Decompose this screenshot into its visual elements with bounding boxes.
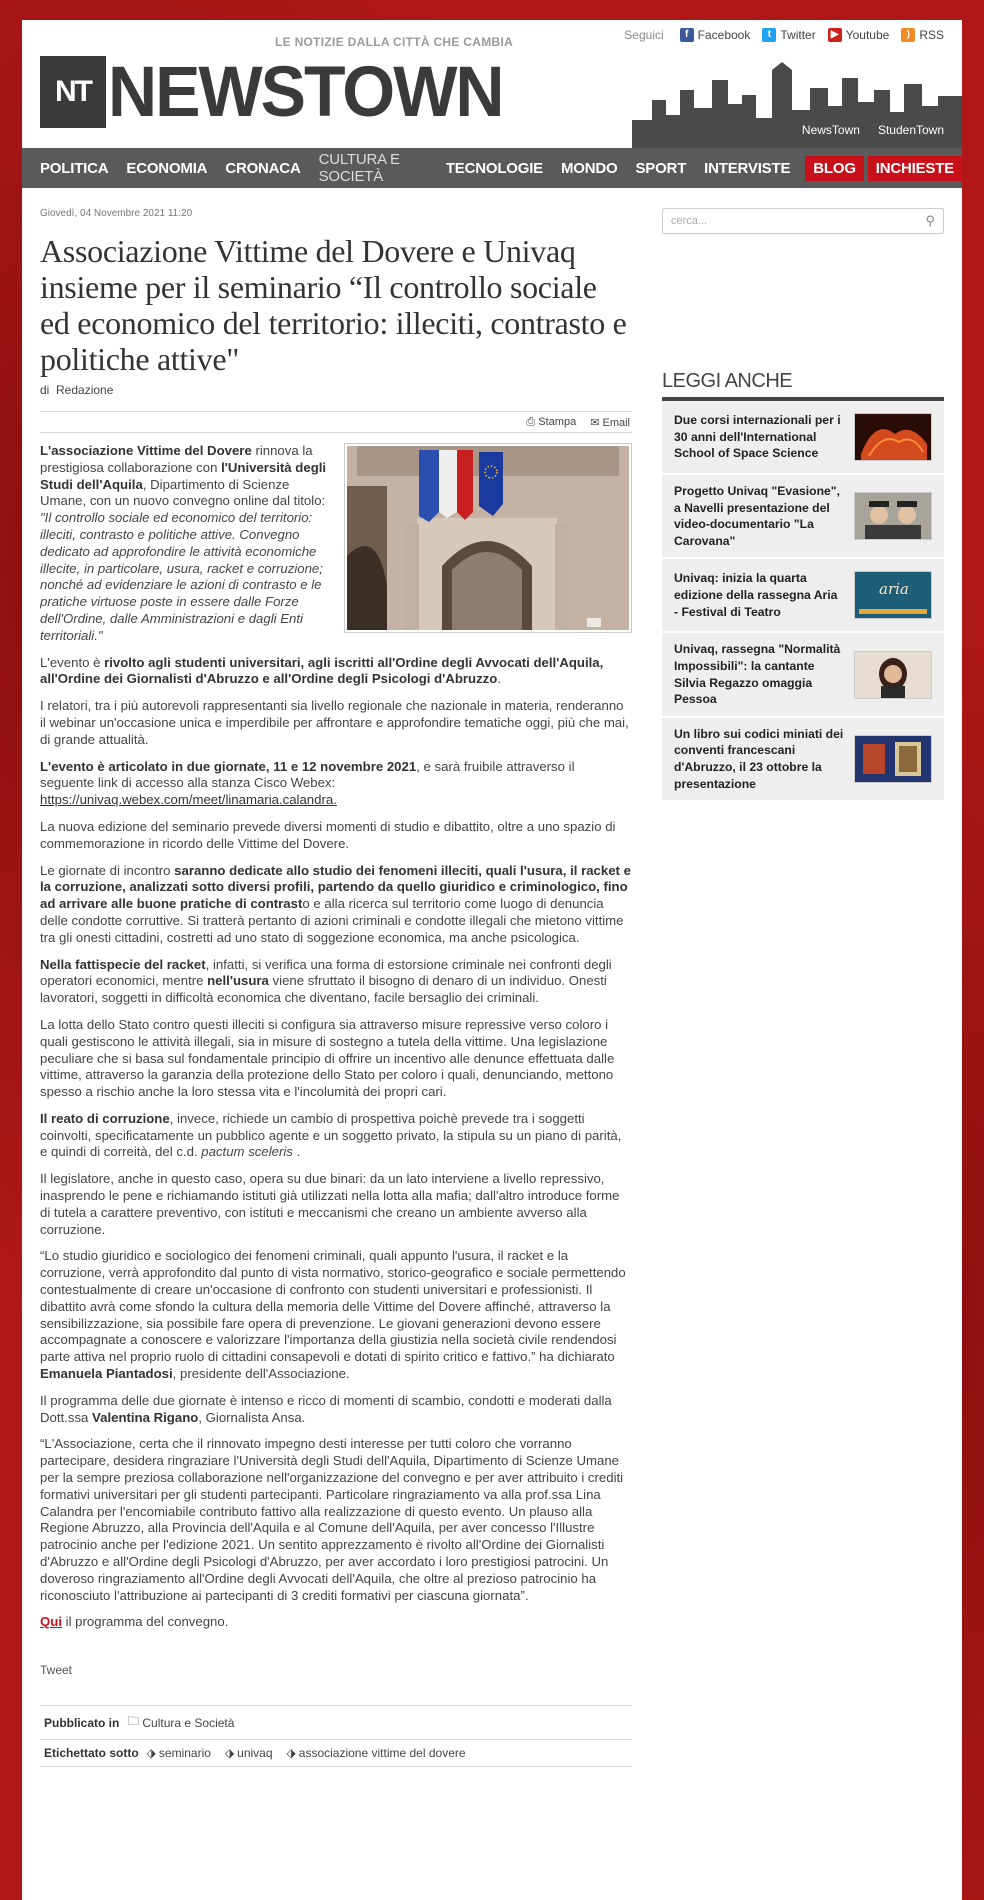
published-in-row (40, 1706, 632, 1740)
program-link[interactable]: Qui (40, 1614, 62, 1630)
nav-mondo[interactable]: MONDO (560, 159, 618, 177)
related-heading: LEGGI ANCHE (662, 370, 944, 401)
related-item[interactable] (662, 475, 944, 559)
twitter-icon: t (762, 28, 776, 42)
text-bold: Emanuela Piantadosi (40, 1366, 173, 1382)
related-title[interactable]: Due corsi internazionali per i 30 anni dell'International School of Space Science (674, 413, 841, 461)
related-item[interactable] (662, 401, 944, 475)
text: , Dipartimento di Scienze Umane, con un nuovo convegno online dal titolo: (40, 476, 326, 509)
print-button[interactable] (526, 416, 576, 429)
tag-label: univaq (237, 1746, 273, 1761)
tag-link[interactable] (225, 1746, 273, 1760)
rss-link[interactable] (901, 28, 944, 42)
text-italic: "Il controllo sociale ed economico del territorio: illeciti, contrasto e politiche attive. Convegno dedicato ad approfondire le attività economiche illecite, in particolare, usura, racket e corruzione; nonché ad evidenziare le azioni di contrasto e le pratiche virtuose poste in essere dalle Forze dell'Ordine, dalle Amministrazioni e dagli Enti territoriali." (40, 510, 323, 643)
text: , Giornalista Ansa. (198, 1409, 306, 1425)
article-column (40, 188, 632, 1767)
text: o e alla ricerca sul territorio come luogo di denuncia delle condotte corruttive. Si tratterà pertanto di azioni criminali e condotte illegali che mietono vittime tra gli onesti cittadini, costretti ad uno stato di soggezione economica, ma anche psicologica. (40, 896, 624, 945)
text-bold: Valentina Rigano (92, 1409, 199, 1425)
social-links (624, 28, 944, 42)
facebook-link[interactable] (680, 28, 751, 42)
paragraph-4 (40, 759, 632, 809)
main-nav (22, 148, 962, 188)
folder-icon: 🗀 (127, 1714, 140, 1729)
text-bold: L'associazione Vittime del Dovere (40, 443, 252, 458)
text: , presidente dell'Associazione. (172, 1366, 350, 1382)
nav-inchieste[interactable]: INCHIESTE (868, 156, 962, 181)
webex-link[interactable]: https://univaq.webex.com/meet/linamaria.calandra. (40, 792, 337, 808)
text: il programma del convegno. (61, 1614, 229, 1630)
tag-icon: ⬗ (224, 1746, 235, 1761)
nav-cultura-e-societa[interactable]: CULTURA E SOCIETÀ (318, 151, 400, 185)
related-title[interactable]: Univaq: inizia la quarta edizione della rassegna Aria - Festival di Teatro (674, 571, 838, 619)
tag-link[interactable] (287, 1746, 466, 1760)
text-bold: l'Università degli Studi dell'Aquila (40, 459, 327, 492)
logo-text: NEWSTOWN (108, 52, 503, 132)
article-date: Giovedì, 04 Novembre 2021 11:20 (40, 208, 193, 219)
published-label: Pubblicato in (44, 1715, 120, 1730)
text: , invece, richiede un cambio di prospettiva poichè prevede tra i soggetti coinvolti, specificatamente un pubblico agente e un soggetto privato, la stipula su un piano di parità, e quindi di correità, del c.d. (40, 1110, 622, 1160)
studentown-link[interactable]: StudenTown (877, 123, 944, 137)
site-header (22, 20, 962, 148)
nav-economia[interactable]: ECONOMIA (126, 159, 208, 177)
text: rinnova la prestigiosa collaborazione con (40, 443, 313, 475)
tag-label: seminario (158, 1746, 211, 1761)
tag-link[interactable] (147, 1746, 211, 1760)
logo-mark: NT (40, 56, 106, 128)
sub-site-links (802, 123, 944, 137)
nav-blog[interactable]: BLOG (805, 156, 864, 181)
text: Il programma delle due giornate è intenso e ricco di momenti di scambio, condotti e moderati dalla Dott.ssa (40, 1392, 612, 1425)
tag-label: associazione vittime del dovere (298, 1746, 466, 1761)
site-tagline: LE NOTIZIE DALLA CITTÀ CHE CAMBIA (275, 35, 514, 49)
sidebar (662, 188, 944, 802)
paragraph-14 (40, 1614, 632, 1631)
related-item[interactable] (662, 633, 944, 717)
thumbnail-illustration (855, 736, 931, 782)
related-title[interactable]: Progetto Univaq "Evasione", a Navelli presentazione del video-documentario "La Carovana" (674, 484, 840, 548)
text: , e sarà fruibile attraverso il seguente link di accesso alla stanza Cisco Webex: (40, 758, 575, 791)
envelope-icon: ✉ (590, 416, 600, 429)
article-image[interactable] (344, 443, 632, 633)
email-button[interactable] (590, 416, 630, 429)
related-thumbnail[interactable] (854, 492, 932, 540)
thumbnail-illustration (855, 493, 931, 539)
twitter-label: Twitter (780, 28, 816, 42)
email-label: Email (602, 416, 630, 429)
paragraph-12 (40, 1393, 632, 1427)
paragraph-6 (40, 863, 632, 947)
nav-politica[interactable]: POLITICA (40, 159, 109, 177)
article-tools (40, 411, 632, 433)
nav-interviste[interactable]: INTERVISTE (704, 159, 791, 177)
author-name[interactable]: Redazione (56, 383, 114, 397)
site-logo[interactable] (40, 52, 503, 132)
twitter-link[interactable] (762, 28, 815, 42)
text: , infatti, si verifica una forma di estorsione criminale nei confronti degli operatori economici, mentre (40, 956, 612, 989)
text: viene sfruttato il bisogno di denaro di un individuo. Onesti lavoratori, soggetti in difficoltà economica che diventano, facile bersaglio dei criminali. (40, 973, 607, 1006)
rss-icon: ) (901, 28, 915, 42)
related-title[interactable]: Univaq, rassegna "Normalità Impossibili": la cantante Silvia Regazzo omaggia Pessoa (674, 642, 841, 707)
text-bold: saranno dedicate allo studio dei fenomeni illeciti, quali l'usura, il racket e la corruzione, analizzati sotto diversi profili, partendo da quello giuridico e criminologico, fino ad arrivare alle buone pratiche di contrast (40, 862, 631, 912)
page (22, 20, 962, 1900)
article-body (40, 443, 632, 1631)
thumbnail-illustration (855, 414, 931, 460)
related-thumbnail[interactable] (854, 413, 932, 461)
paragraph-7 (40, 957, 632, 1007)
follow-label: Seguici (624, 28, 664, 42)
related-thumbnail[interactable] (854, 651, 932, 699)
related-list (662, 401, 944, 802)
tagged-row (40, 1740, 632, 1767)
youtube-label: Youtube (845, 28, 890, 42)
article-intro (40, 443, 632, 655)
paragraph-2 (40, 655, 632, 689)
article-author (40, 383, 632, 397)
search-icon[interactable]: ⚲ (925, 213, 935, 228)
nav-cronaca[interactable]: CRONACA (225, 159, 301, 177)
print-label: Stampa (538, 415, 577, 428)
search-box[interactable] (662, 208, 944, 234)
text-bold: rivolto agli studenti universitari, agli iscritti all'Ordine degli Avvocati dell'Aquila, all'Ordine dei Giornalisti d'Abruzzo e all'Ordine degli Psicologi d'Abruzzo (40, 654, 604, 687)
paragraph-5: La nuova edizione del seminario prevede diversi momenti di studio e dibattito, oltre a uno spazio di commemorazione in ricordo delle Vittime del Dovere. (40, 818, 616, 851)
paragraph-10: Il legislatore, anche in questo caso, opera su due binari: da un lato interviene a livello repressivo, inasprendo le pene e richiamando istituti già utilizzati nella lotta alla mafia; dall'altro introduce forme di tutela a carattere preventivo, con istituti e meccanismi che creano un ambiente avverso alla corruzione. (40, 1171, 620, 1237)
paragraph-13: “L'Associazione, certa che il rinnovato impegno desti interesse per tutti coloro che vorranno partecipare, desidera ringraziare l'Università degli Studi dell'Aquila, Dipartimento di Scienze Umane per la sempre preziosa collaborazione nell'organizzazione del convegno e per aver attribuito i crediti formativi universitari per gli studenti partecipanti. Particolare ringraziamento va alla prof.ssa Lina Calandra per l'encomiabile contributo fattivo alla realizzazione di questo evento. Un plauso alla Regione Abruzzo, alla Provincia dell'Aquila e al Comune dell'Aquila, per aver concesso l'Illustre patrocinio anche per l'edizione 2021. Un sentito apprezzamento è rivolto all'Ordine dei Giornalisti d'Abruzzo e all'Ordine degli Psicologi d'Abruzzo, per aver accordato i loro prestigiosi patrocini. Un doveroso ringraziamento all'Ordine degli Avvocati dell'Aquila, che oltre al prezioso patrocinio ha riconosciuto l'attribuzione ai partecipanti di 3 crediti formativi per ciascuna giornata”. (40, 1436, 624, 1603)
youtube-icon: ▶ (828, 28, 842, 42)
text: Le giornate di incontro (40, 862, 175, 878)
photo-illustration (347, 446, 629, 630)
tag-icon: ⬗ (146, 1746, 156, 1761)
text: . (497, 671, 501, 687)
search-input[interactable]: cerca... (671, 215, 708, 227)
text: . (292, 1144, 301, 1160)
palace-flags-photo (347, 446, 629, 630)
paragraph-3: I relatori, tra i più autorevoli rappresentanti sia livello regionale che nazionale in materia, renderanno il webinar un'occasione unica e imperdibile per affrontare e approfondire tematiche oggi, più che mai, di grande attualità. (40, 698, 629, 747)
category-label: Cultura e Società (142, 1715, 235, 1730)
paragraph-11 (40, 1248, 632, 1382)
text: L'evento è (40, 654, 105, 670)
newstown-link[interactable]: NewsTown (801, 123, 860, 137)
nav-sport[interactable]: SPORT (635, 159, 687, 177)
article-title: Associazione Vittime del Dovere e Univaq insieme per il seminario “Il controllo sociale ed economico del territorio: illeciti, contrasto e politiche attive" (40, 233, 627, 377)
thumbnail-illustration (855, 652, 931, 698)
paragraph-8: La lotta dello Stato contro questi illeciti si configura sia attraverso misure repressive verso coloro i quali gestiscono le attività illegali, sia in misure di sostegno a tutela della vittime. Una legislazione peculiare che si basa sul fondamentale principio di offrire un incentivo alle denunce effettuata dalle vittime, attraverso la garanzia della protezione dello Stato per coloro i quali, denunciando, mettono spesso a rischio anche la loro stessa vita e l'incolumità dei propri cari. (40, 1016, 615, 1100)
related-thumbnail[interactable]: aria (854, 571, 932, 619)
text: “Lo studio giuridico e sociologico dei fenomeni criminali, quali appunto l'usura, il racket e la corruzione, verrà approfondito dal punto di vista normativo, storico-geografico e sociale permettendo contestualmente di creare un'occasione di confronto con studenti universitari e professionisti. Il dibattito avrà come sfondo la cultura della memoria delle Vittime del Dovere affinché, attraverso la sensibilizzazione, sia possibile fare opera di prevenzione. Le giovani generazioni devono essere accompagnate a conoscere e valorizzare l'importanza della giustizia nella società civile rendendosi parte attiva nel proprio ruolo di cittadini consapevoli e dotati di spirito critico e fattivo.” ha dichiarato (40, 1248, 626, 1365)
tagged-label: Etichettato sotto (44, 1746, 139, 1761)
text-bold: L'evento è articolato in due giornate, 11 e 12 novembre 2021 (40, 758, 417, 774)
nav-tecnologie[interactable]: TECNOLOGIE (445, 159, 543, 177)
facebook-icon: f (680, 28, 694, 42)
article-meta (40, 1705, 632, 1767)
facebook-label: Facebook (697, 28, 751, 42)
text-bold: nell'usura (207, 973, 269, 989)
category-link[interactable] (127, 1712, 234, 1733)
rss-label: RSS (919, 28, 944, 42)
paragraph-9 (40, 1111, 632, 1161)
author-prefix: di (40, 383, 50, 397)
related-item[interactable] (662, 559, 944, 633)
text-italic: pactum sceleris (201, 1144, 293, 1160)
related-title[interactable]: Un libro sui codici miniati dei conventi francescani d'Abruzzo, il 23 ottobre la presentazione (674, 726, 844, 791)
youtube-link[interactable] (828, 28, 890, 42)
text-bold: Il reato di corruzione (40, 1110, 170, 1126)
tweet-button[interactable]: Tweet (40, 1663, 73, 1678)
text-bold: Nella fattispecie del racket (40, 956, 206, 972)
related-thumbnail[interactable] (854, 735, 932, 783)
printer-icon: ⎙ (526, 415, 536, 428)
related-item[interactable] (662, 718, 944, 802)
tag-icon: ⬗ (286, 1746, 296, 1761)
